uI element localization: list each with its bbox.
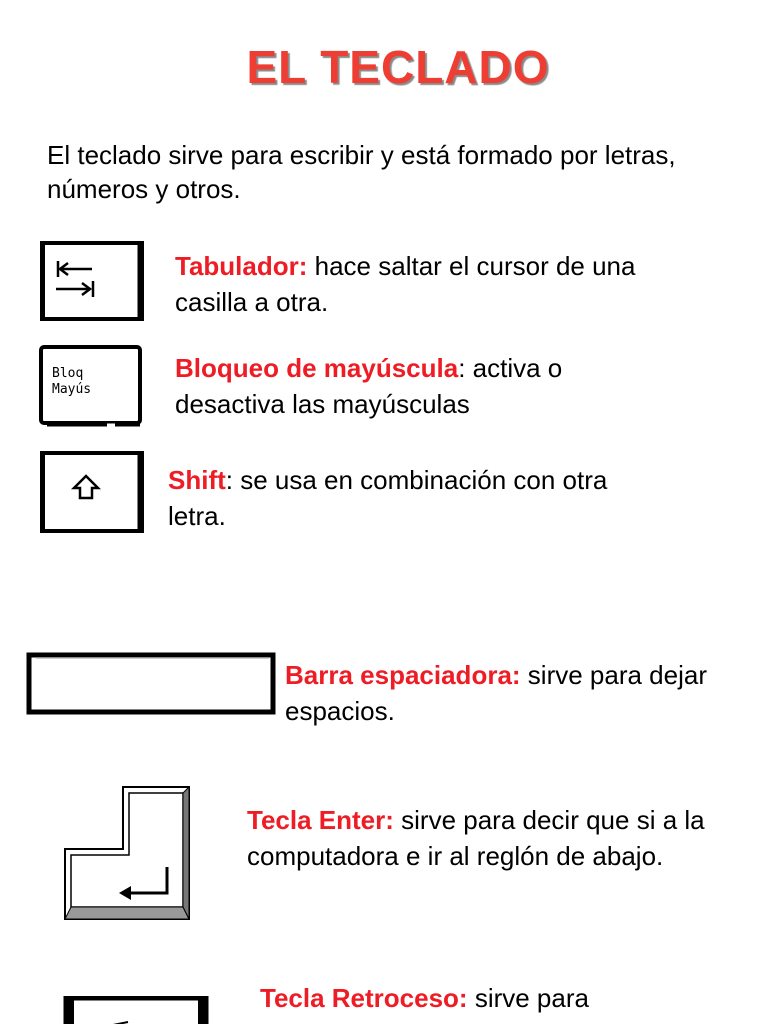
caps-lock-text: : activa o desactiva las mayúsculas bbox=[175, 353, 563, 419]
shift-term: Shift bbox=[168, 465, 226, 495]
shift-text: : se usa en combinación con otra letra. bbox=[168, 465, 608, 531]
enter-description bbox=[247, 802, 707, 874]
enter-term: Tecla Enter: bbox=[247, 805, 394, 835]
tab-description bbox=[175, 248, 655, 320]
spacebar-text: sirve para dejar espacios. bbox=[285, 660, 707, 726]
tab-key-icon bbox=[40, 241, 144, 321]
caps-key-label-1: Bloq bbox=[52, 366, 84, 381]
backspace-text: sirve para bbox=[467, 983, 589, 1013]
enter-text: sirve para decir que si a la computadora e ir al reglón de abajo. bbox=[247, 805, 705, 871]
spacebar-term: Barra espaciadora: bbox=[285, 660, 521, 690]
backspace-description bbox=[260, 980, 720, 1016]
backspace-key-icon bbox=[62, 996, 212, 1024]
intro-paragraph: El teclado sirve para escribir y está formado por letras, números y otros. bbox=[47, 140, 676, 204]
caps-key-label-2: Mayús bbox=[52, 382, 92, 397]
caps-lock-description bbox=[175, 350, 655, 422]
enter-key-icon bbox=[63, 785, 193, 923]
page-title: EL TECLADO bbox=[246, 41, 550, 93]
caps-lock-key-icon bbox=[39, 345, 143, 427]
tab-term: Tabulador: bbox=[175, 251, 308, 281]
spacebar-key-icon bbox=[26, 652, 276, 716]
shift-key-icon bbox=[40, 451, 144, 533]
spacebar-description bbox=[285, 657, 725, 729]
caps-lock-term: Bloqueo de mayúscula bbox=[175, 353, 459, 383]
backspace-term: Tecla Retroceso: bbox=[260, 983, 468, 1013]
shift-description bbox=[168, 462, 648, 534]
tab-text: hace saltar el cursor de una casilla a otra. bbox=[175, 251, 636, 317]
